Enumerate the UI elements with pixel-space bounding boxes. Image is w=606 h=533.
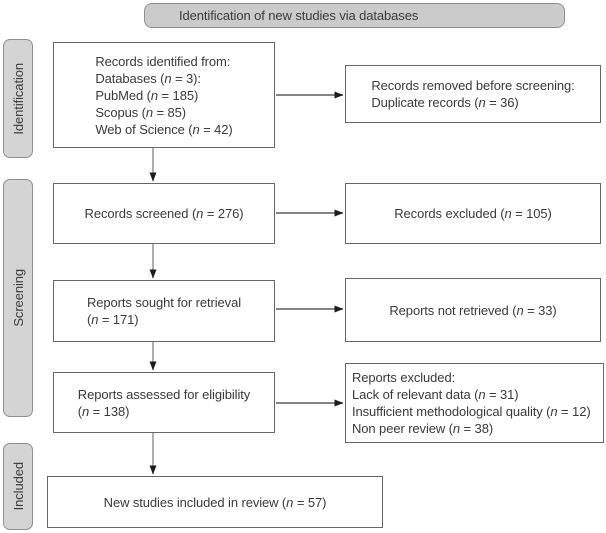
stage-label-included-text: Included	[10, 462, 26, 511]
box-reports-excluded-text: Reports excluded: Lack of relevant data (n = 31) Insufficient methodological quality (n = 12) Non peer review (n = 38)	[352, 370, 591, 436]
box-records-removed	[345, 65, 601, 123]
box-records-excluded	[345, 183, 601, 244]
box-records-excluded-text: Records excluded (n = 105)	[394, 206, 552, 221]
box-records-identified	[53, 42, 275, 148]
box-reports-sought	[53, 280, 275, 342]
box-reports-excluded	[345, 363, 604, 443]
stage-label-screening	[3, 179, 33, 417]
box-reports-assessed	[53, 372, 275, 433]
box-records-screened-text: Records screened (n = 276)	[84, 206, 244, 221]
box-reports-assessed-text: Reports assessed for eligibility (n = 138)	[77, 386, 251, 419]
box-records-removed-text: Records removed before screening: Duplicate records (n = 36)	[371, 78, 575, 110]
diagram-header	[144, 3, 565, 28]
box-reports-not-retrieved	[345, 278, 601, 342]
box-new-studies-included	[47, 476, 383, 528]
box-records-identified-text: Records identified from: Databases (n = 3): PubMed (n = 185) Scopus (n = 85) Web of Science (n = 42)	[95, 53, 233, 137]
stage-label-screening-text: Screening	[10, 269, 26, 327]
box-records-screened	[53, 183, 275, 244]
stage-label-included	[3, 443, 33, 530]
stage-label-identification	[3, 39, 33, 158]
box-new-studies-included-text: New studies included in review (n = 57)	[103, 494, 327, 510]
box-reports-sought-text: Reports sought for retrieval (n = 171)	[87, 295, 241, 327]
diagram-header-title: Identification of new studies via databases	[179, 8, 419, 23]
box-reports-not-retrieved-text: Reports not retrieved (n = 33)	[389, 302, 557, 318]
stage-label-identification-text: Identification	[10, 62, 26, 135]
